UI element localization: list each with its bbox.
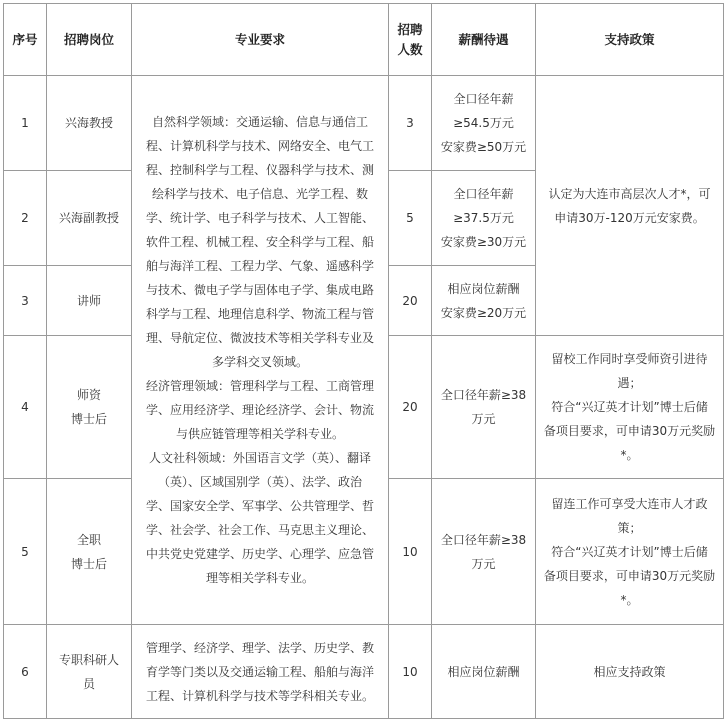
row-count: 3 — [389, 76, 432, 171]
header-position: 招聘岗位 — [47, 4, 132, 76]
position-line: 兴海副教授 — [58, 211, 119, 225]
salary-line: 万元 — [471, 556, 496, 571]
salary-line: 全口径年薪≥38 — [440, 532, 527, 547]
shared-major-cell — [132, 76, 389, 625]
major-line: 经济管理领域：管理科学与工程、工商管理 — [145, 379, 374, 393]
row-count: 10 — [389, 479, 432, 625]
header-major: 专业要求 — [132, 4, 389, 76]
position-line: 专职科研人 — [58, 652, 119, 667]
row-no: 4 — [4, 336, 47, 479]
salary-line: 全口径年薪≥38 — [440, 388, 527, 402]
row-policy — [536, 625, 724, 719]
policy-line: 留连工作可享受大连市人才政策； — [551, 496, 708, 535]
position-line: 博士后 — [70, 556, 107, 571]
table-row — [4, 625, 724, 719]
policy-line: 相应支持政策 — [593, 664, 666, 679]
row-count: 20 — [389, 336, 432, 479]
major-line: 绘科学与技术、电子信息、光学工程、数 — [151, 187, 368, 201]
row-no: 2 — [4, 171, 47, 266]
salary-line: 相应岗位薪酬 — [447, 664, 520, 679]
row-position — [47, 171, 132, 266]
position-line: 全职 — [76, 532, 101, 547]
major-line: 程、控制科学与工程、仪器科学与技术、测 — [145, 163, 374, 177]
policy-line: 备项目要求，可申请30万元奖励 — [543, 424, 716, 438]
row-count: 20 — [389, 266, 432, 336]
major-line: 科学与工程、地理信息科学、物流工程与管 — [145, 307, 374, 321]
row-salary — [432, 479, 536, 625]
policy-line: 认定为大连市高层次人才*，可 — [548, 186, 711, 201]
policy-line: 申请30万-120万元安家费。 — [554, 210, 705, 225]
row-salary — [432, 76, 536, 171]
row-position — [47, 625, 132, 719]
salary-line: 万元 — [471, 412, 496, 426]
salary-line: 安家费≥50万元 — [440, 140, 527, 154]
salary-line: 安家费≥30万元 — [440, 235, 527, 249]
header-count — [389, 4, 432, 76]
row-count: 5 — [389, 171, 432, 266]
major-line: 育学等门类以及交通运输工程、船舶与海洋 — [145, 664, 374, 679]
policy-line: 符合“兴辽英才计划”博士后储 — [551, 544, 708, 559]
table-header-row — [4, 4, 724, 76]
row-major — [132, 625, 389, 719]
position-line: 博士后 — [70, 412, 107, 426]
row-no: 5 — [4, 479, 47, 625]
header-policy: 支持政策 — [536, 4, 724, 76]
major-line: 舶与海洋工程、工程力学、气象、遥感科学 — [145, 259, 374, 273]
major-line: 与供应链管理等相关学科专业。 — [175, 427, 344, 441]
salary-line: 相应岗位薪酬 — [447, 281, 520, 296]
salary-line: 全口径年薪 — [453, 187, 514, 201]
shared-policy-cell — [536, 76, 724, 336]
header-salary: 薪酬待遇 — [432, 4, 536, 76]
major-line: 理、导航定位、微波技术等相关学科专业及 — [145, 331, 374, 345]
major-line: 与技术、微电子学与固体电子学、集成电路 — [145, 283, 374, 297]
header-no: 序号 — [4, 4, 47, 76]
major-line: 理等相关学科专业。 — [205, 571, 314, 585]
policy-line: *。 — [620, 448, 639, 462]
major-line: 程、计算机科学与技术、网络安全、电气工 — [145, 139, 374, 153]
policy-line: 遇； — [617, 376, 642, 390]
table-row — [4, 76, 724, 171]
row-no: 6 — [4, 625, 47, 719]
row-no: 3 — [4, 266, 47, 336]
policy-line: 备项目要求，可申请30万元奖励 — [543, 568, 716, 583]
recruitment-table — [3, 3, 724, 719]
header-count-line2: 人数 — [397, 41, 423, 57]
major-line: 学、国家安全学、军事学、公共管理学、哲 — [145, 499, 374, 513]
major-line: 学、统计学、电子科学与技术、人工智能、 — [145, 211, 374, 225]
salary-line: ≥37.5万元 — [453, 211, 514, 225]
salary-line: 全口径年薪 — [453, 92, 514, 106]
policy-line: 符合“兴辽英才计划”博士后储 — [551, 400, 708, 414]
major-line: 学、应用经济学、理论经济学、会计、物流 — [145, 403, 374, 417]
row-position — [47, 76, 132, 171]
position-line: 讲师 — [76, 293, 101, 308]
position-line: 兴海教授 — [64, 116, 113, 130]
row-position — [47, 479, 132, 625]
position-line: 师资 — [76, 388, 101, 402]
policy-line: *。 — [620, 592, 639, 607]
row-no: 1 — [4, 76, 47, 171]
major-line: 软件工程、机械工程、安全科学与工程、船 — [145, 235, 374, 249]
row-policy — [536, 479, 724, 625]
row-position — [47, 266, 132, 336]
row-count: 10 — [389, 625, 432, 719]
header-count-line1: 招聘 — [397, 21, 423, 37]
row-salary — [432, 625, 536, 719]
salary-line: 安家费≥20万元 — [440, 305, 527, 320]
major-line: 自然科学领域：交通运输、信息与通信工 — [151, 115, 368, 129]
row-position — [47, 336, 132, 479]
position-line: 员 — [82, 676, 95, 691]
major-line: （英）、区域国别学（英）、法学、政治 — [157, 475, 362, 489]
major-line: 学、社会学、社会工作、马克思主义理论、 — [145, 523, 374, 537]
major-line: 多学科交叉领域。 — [211, 355, 308, 369]
row-salary — [432, 266, 536, 336]
major-line: 人文社科领域：外国语言文学（英）、翻译 — [148, 451, 371, 465]
row-policy — [536, 336, 724, 479]
salary-line: ≥54.5万元 — [453, 116, 514, 130]
major-line: 工程、计算机科学与技术等学科相关专业。 — [145, 688, 374, 703]
major-line: 管理学、经济学、理学、法学、历史学、教 — [145, 640, 374, 655]
major-line: 中共党史党建学、历史学、心理学、应急管 — [145, 547, 374, 561]
row-salary — [432, 171, 536, 266]
row-salary — [432, 336, 536, 479]
policy-line: 留校工作同时享受师资引进待 — [551, 352, 708, 366]
